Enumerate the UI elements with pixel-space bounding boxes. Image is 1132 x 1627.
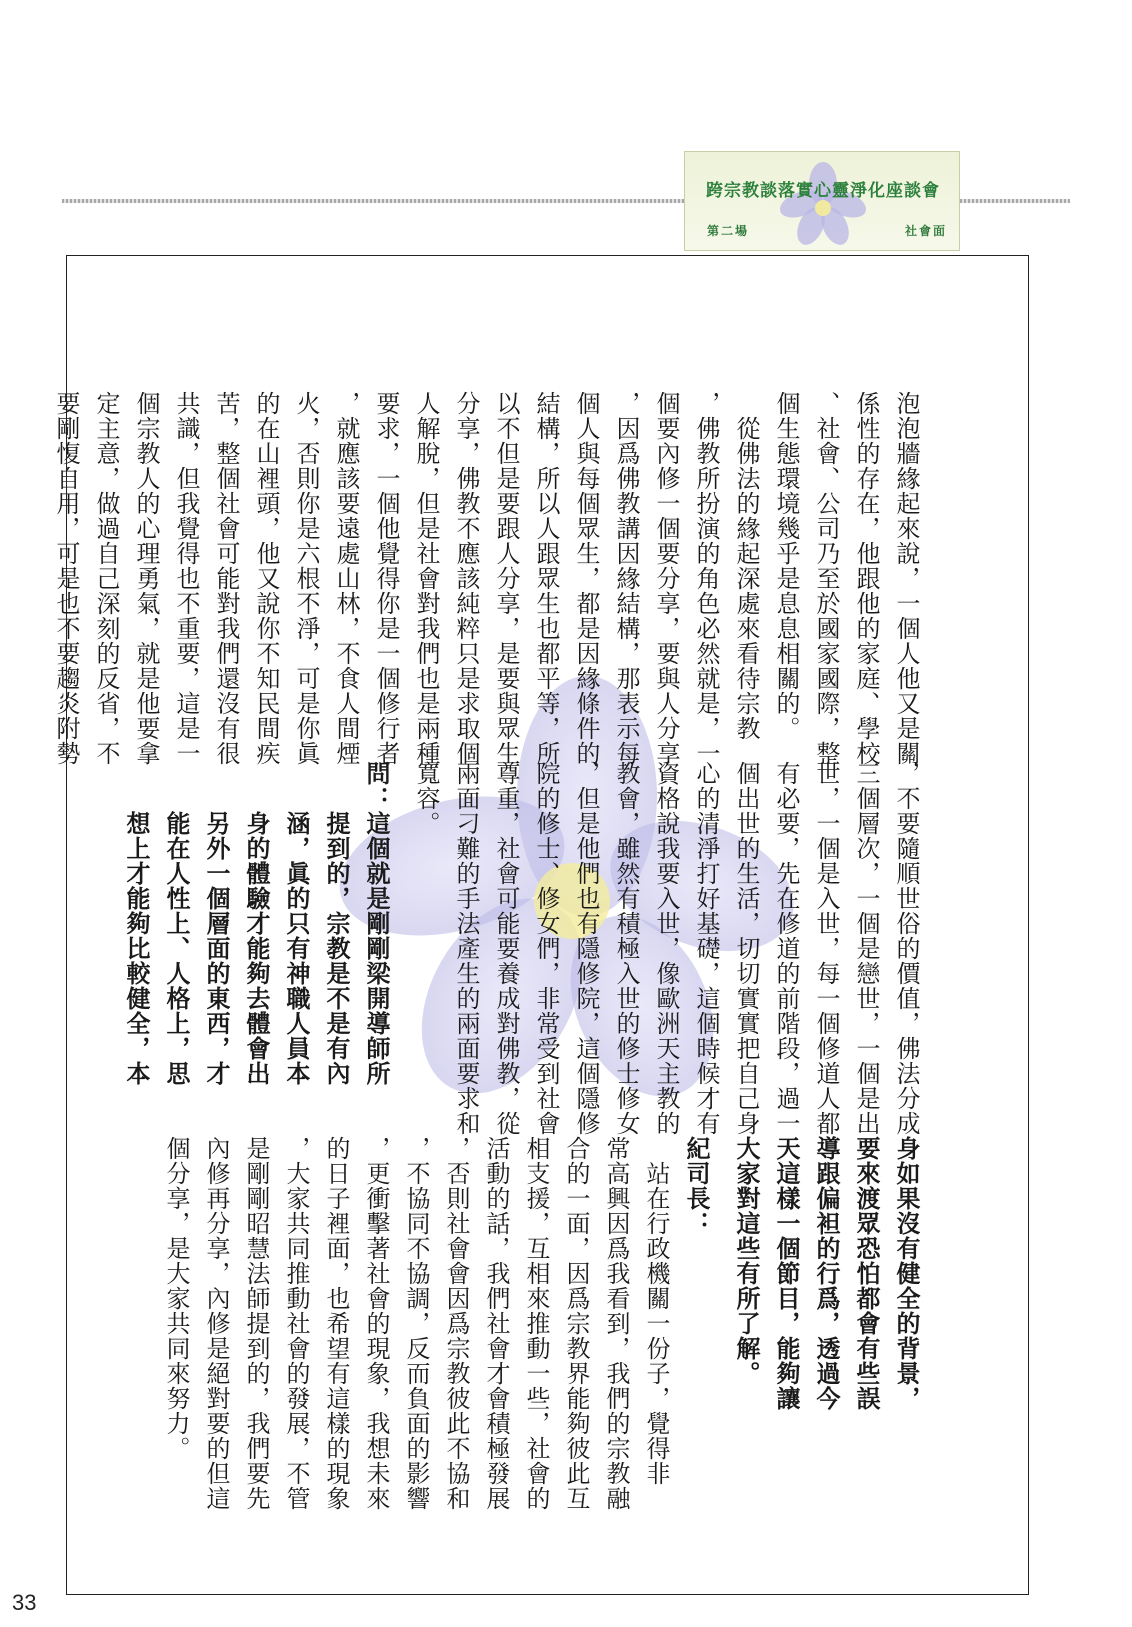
text-column: 身如果沒有健全的背景， [892, 1136, 921, 1411]
text-column: 內修再分享，內修是絕對要的但這 [202, 1136, 230, 1511]
text-column: 分享，佛教不應該純粹只是求取個 [452, 391, 480, 766]
text-column: 天這樣一個節目，能夠讓 [772, 1136, 801, 1411]
text-column: 泡泡牆緣起來說，一個人他又是關 [892, 391, 920, 766]
text-column: ，否則社會會因爲宗教彼此不協和 [442, 1136, 470, 1511]
text-column: 院的修士、修女們，非常受到社會 [532, 761, 560, 1136]
text-column: 提到的，宗教是不是有內 [322, 761, 351, 1086]
text-column: 大家對這些有所了解。 [732, 1136, 761, 1386]
text-column: 從佛法的緣起深處來看待宗教 [732, 391, 760, 741]
text-column: ，更衝擊著社會的現象，我想未來 [362, 1136, 390, 1511]
text-column: 個生態環境幾乎是息息相關的。 [772, 391, 800, 741]
text-column: 身的體驗才能夠去體會出 [242, 761, 271, 1086]
text-column: 有必要，先在修道的前階段，過一 [772, 761, 800, 1136]
text-column: 兩面刁難的手法產生的兩面要求和 [452, 761, 480, 1136]
text-column: 合的一面，因爲宗教界能夠彼此互 [562, 1136, 590, 1511]
text-column: 要來渡眾恐怕都會有些誤 [852, 1136, 881, 1411]
header-topic [905, 222, 947, 239]
speaker-label: 紀司長： [682, 1136, 711, 1236]
text-column: 涵，眞的只有神職人員本 [282, 761, 311, 1086]
text-frame [52, 255, 1029, 1595]
text-column: 相支援，互相來推動一些，社會的 [522, 1136, 550, 1511]
text-column: ，不要隨順世俗的價值，佛法分成 [892, 761, 920, 1136]
text-column: 個分享，是大家共同來努力。 [162, 1136, 190, 1461]
text-column: 苦，整個社會可能對我們還沒有很 [212, 391, 240, 766]
text-column: 的日子裡面，也希望有這樣的現象 [322, 1136, 350, 1511]
header-rule-left [62, 199, 684, 203]
text-column: 問：這個就是剛剛梁開導師所 [362, 761, 391, 1086]
text-column: 要剛愎自用，可是也不要趨炎附勢 [52, 391, 80, 766]
header-banner [684, 151, 960, 251]
text-column: 定主意，做過自己深刻的反省，不 [92, 391, 120, 766]
text-column: 要求，一個他覺得你是一個修行者 [372, 391, 400, 766]
text-column: 個要內修一個要分享，要與人分享 [652, 391, 680, 766]
text-column: 常高興因爲我看到，我們的宗教融 [602, 1136, 630, 1511]
text-column: 個出世的生活，切切實實把自己身 [732, 761, 760, 1136]
text-column: 尊重，社會可能要養成對佛教，從 [492, 761, 520, 1136]
text-column: 共識，但我覺得也不重要，這是一 [172, 391, 200, 766]
text-column: 教會，雖然有積極入世的修士修女 [612, 761, 640, 1136]
text-column: 個宗教人的心理勇氣，就是他要拿 [132, 391, 160, 766]
text-column: 、社會、公司乃至於國家國際，整 [812, 391, 840, 766]
text-column: 活動的話，我們社會才會積極發展 [482, 1136, 510, 1511]
text-column: 另外一個層面的東西，才 [202, 761, 231, 1086]
text-column: ，但是他們也有隱修院，這個隱修 [572, 761, 600, 1136]
text-column: ，大家共同推動社會的發展，不管 [282, 1136, 310, 1511]
text-column: 以不但是要跟人分享，是要與眾生 [492, 391, 520, 766]
text-column: 火，否則你是六根不淨，可是你眞 [292, 391, 320, 766]
text-column: 心的清淨打好基礎，這個時候才有 [692, 761, 720, 1136]
header-title: 跨宗教談落實心靈淨化座談會 [706, 181, 940, 201]
session-label: 第二場 [707, 224, 750, 238]
text-column: 寬容。 [412, 761, 440, 836]
text-column: ，佛教所扮演的角色必然就是，一 [692, 391, 720, 766]
text-column: 導跟偏袒的行爲，透過今 [812, 1136, 841, 1411]
text-column: 能在人性上、人格上，思 [162, 761, 191, 1086]
text-column: ，因爲佛教講因緣結構，那表示每 [612, 391, 640, 766]
text-column: 站在行政機關一份子，覺得非 [642, 1136, 670, 1486]
text-column: 個人與每個眾生，都是因緣條件的 [572, 391, 600, 766]
text-column: ，就應該要遠處山林，不食人間煙 [332, 391, 360, 766]
text-column: 係性的存在，他跟他的家庭、學校 [852, 391, 880, 766]
text-column: 世，一個是入世，每一個修道人都 [812, 761, 840, 1136]
topic-label: 社會面 [904, 224, 947, 238]
page-number: 33 [12, 1590, 37, 1615]
text-column: 的在山裡頭，他又說你不知民間疾 [252, 391, 280, 766]
text-column: 想上才能夠比較健全，本 [122, 761, 151, 1086]
text-column: ，不協同不協調，反而負面的影響 [402, 1136, 430, 1511]
text-column: 是剛剛昭慧法師提到的，我們要先 [242, 1136, 270, 1511]
text-column: 人解脫，但是社會對我們也是兩種 [412, 391, 440, 766]
text-column: 三個層次，一個是戀世，一個是出 [852, 761, 880, 1136]
text-column: 結構，所以人跟眾生也都平等，所 [532, 391, 560, 766]
header-rule-right [960, 199, 1070, 203]
text-column: 資格說我要入世，像歐洲天主教的 [652, 761, 680, 1136]
header-session [707, 222, 749, 239]
